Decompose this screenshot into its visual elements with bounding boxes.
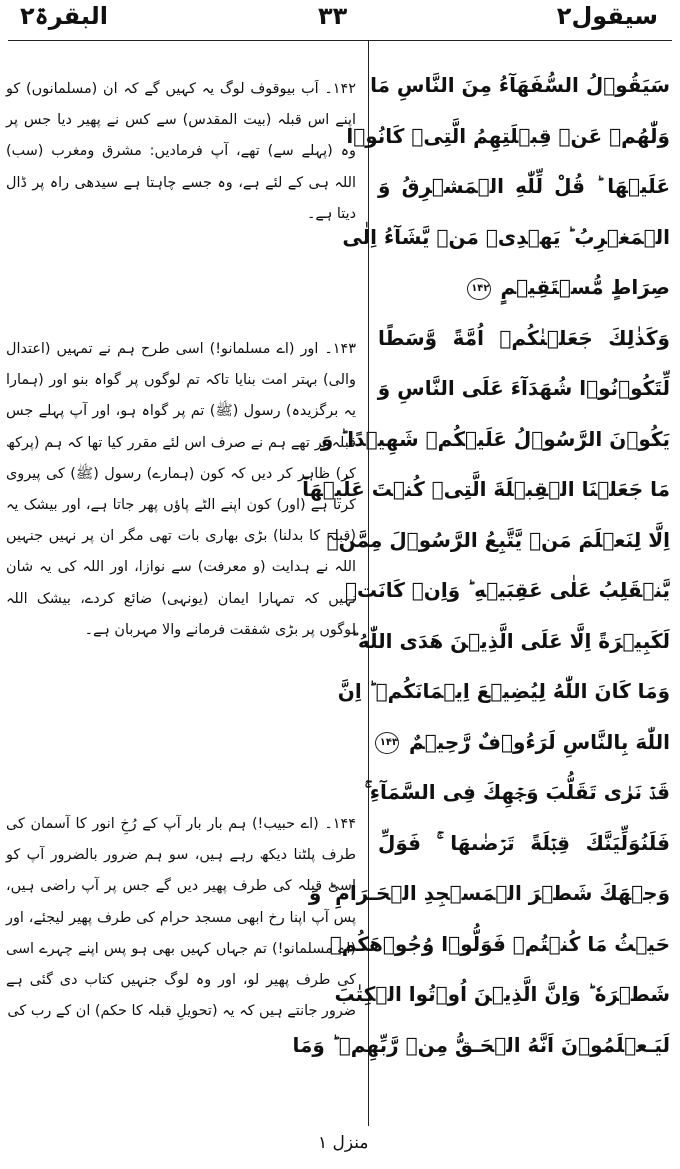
ayah-number-marker: ۱۴۲ (467, 278, 491, 300)
arabic-line: يَكُوۡنَ الرَّسُوۡلُ عَلَيۡكُمۡ شَهِيۡدًا ؕ وَ (320, 426, 670, 451)
translation-paragraph-142 (6, 74, 356, 230)
translation-paragraph-144 (6, 809, 356, 1027)
arabic-line: الۡمَغۡرِبُ ؕ يَهۡدِىۡ مَنۡ يَّشَآءُ اِلٰى (342, 224, 670, 249)
arabic-line: شَطۡرَهٗ ؕ وَاِنَّ الَّذِيۡنَ اُوۡتُوا الۡكِتٰبَ (334, 982, 670, 1006)
page-header (0, 0, 680, 44)
translation-text: ۱۴۴۔ (اے حبیب!) ہم بار بار آپ کے رُخِ انور کا آسمان کی طرف پلٹنا دیکھ رہے ہیں، سو ہم ضرور بالضرور آپ کو اسی قبلہ کی طرف پھیر دیں گے جس پر آپ راضی ہیں، پس آپ اپنا رخ ابھی مسجد حرام کی طرف پھیر لیجئے، اور (اے مسلمانو!) تم جہاں کہیں بھی ہو پس اپنے چہرے اسی کی طرف پھیر لو، اور وہ لوگ جنہیں کتاب دی گئی ہے ضرور جانتے ہیں کہ یہ (تحویلِ قبلہ کا حکم) ان کے رب کی (6, 816, 356, 1020)
translation-text: ۱۴۲۔ اَب بیوقوف لوگ یہ کہیں گے کہ ان (مسلمانوں) کو اپنے اس قبلہ (بیت المقدس) سے کس نے پھیر دیا جس پر وہ (پہلے سے) تھے، آپ فرمادیں: مشرق ومغرب (سب) اللہ ہی کے لئے ہے، وہ جسے چاہتا ہے سیدھی راہ پر ڈال دیتا ہے۔ (6, 81, 356, 222)
arabic-line: اِلَّا لِنَعۡلَمَ مَنۡ يَّتَّبِعُ الرَّسُوۡلَ مِمَّنۡ (326, 527, 670, 552)
arabic-line: لَيَـعۡلَمُوۡنَ اَنَّهُ الۡحَـقُّ مِنۡ رَّبِّهِمۡ ؕ وَمَا (292, 1032, 670, 1057)
arabic-line: وَلّٰهُمۡ عَنۡ قِبۡلَتِهِمُ الَّتِىۡ كَانُوۡا (346, 123, 670, 148)
ayah-number-marker: ۱۴۳ (375, 732, 399, 754)
manzil-label: منزل ۱ (318, 1133, 369, 1153)
header-rule (8, 40, 672, 41)
arabic-line: وَكَذٰلِكَ جَعَلۡنٰكُمۡ اُمَّةً وَّسَطًا (378, 325, 670, 350)
arabic-line: مَا جَعَلۡنَا الۡقِبۡلَةَ الَّتِىۡ كُنۡتَ عَلَيۡهَآ (302, 477, 670, 501)
arabic-line: لَكَبِيۡرَةً اِلَّا عَلَى الَّذِيۡنَ هَدَى اللّٰهُ ؕ (350, 628, 670, 653)
arabic-line: سَيَقُوۡلُ السُّفَهَآءُ مِنَ النَّاسِ مَا (370, 73, 670, 97)
arabic-line: حَيۡثُ مَا كُنۡتُمۡ فَوَلُّوۡا وُجُوۡهَكُمۡ (329, 931, 670, 956)
arabic-line-with-ayah-end (378, 262, 670, 313)
translation-text: ۱۴۳۔ اور (اے مسلمانو!) اسی طرح ہم نے تمہیں (اعتدال والی) بہتر امت بنایا تاکہ تم لوگوں پر گواہ بنو اور (ہمارا یہ برگزیدہ) رسول (ﷺ) تم پر گواہ ہو، اور آپ پہلے جس قبلہ پر تھے ہم نے صرف اس لئے مقرر کیا تھا کہ ہم (پرکھ کر) ظاہر کر دیں کہ کون (ہمارے) رسول (ﷺ) کی پیروی کرتا ہے (اور) کون اپنے الٹے پاؤں پھر جاتا ہے، اور بیشک یہ (قبلہ کا بدلنا) بڑی بھاری بات تھی مگر ان پر نہیں جنہیں اللہ نے ہدایت (و معرفت) سے نوازا، اور اللہ کی یہ شان نہیں کہ تمہارا ایمان (یونہی) ضائع کردے، بیشک اللہ لوگوں پر بڑی شفقت فرمانے والا مہربان ہے۔ (6, 341, 356, 638)
arabic-line: وَمَا كَانَ اللّٰهُ لِيُضِيۡعَ اِيۡمَانَكُمۡ ؕ اِنَّ (337, 679, 670, 703)
juz-title: سیقول۲ (556, 2, 658, 30)
page-number: ۳۳ (318, 2, 348, 30)
arabic-line: عَلَيۡهَا ؕ قُلْ لِّلّٰهِ الۡمَشۡرِقُ وَ (378, 174, 670, 198)
arabic-line-text: اللّٰهَ بِالنَّاسِ لَرَءُوۡفٌ رَّحِيۡمٌ (409, 729, 670, 754)
page-footer (0, 1133, 680, 1163)
arabic-line: لِّتَكُوۡنُوۡا شُهَدَآءَ عَلَى النَّاسِ وَ (377, 376, 670, 400)
arabic-line-with-ayah-end (378, 717, 670, 768)
arabic-line: يَّنۡقَلِبُ عَلٰى عَقِبَيۡهِ ؕ وَاِنۡ كَانَتۡ (345, 578, 670, 602)
translation-paragraph-143 (6, 334, 356, 646)
surah-title: البقرۃ۲ (20, 2, 108, 30)
arabic-line: وَجۡهَكَ شَطۡرَ الۡمَسۡجِدِ الۡحَـرَامِ ؕ وَ (308, 881, 670, 905)
arabic-line: قَدۡ نَرٰى تَقَلُّبَ وَجۡهِكَ فِى السَّمَآءِ ۚ (364, 780, 670, 804)
arabic-line: فَلَنُوَلِّيَنَّكَ قِبۡلَةً تَرۡضٰٮهَا ۚ فَوَلِّ (378, 830, 670, 855)
arabic-line-text: صِرَاطٍ مُّسۡتَقِيۡمٍ (500, 275, 670, 299)
arabic-text-column (292, 60, 670, 1070)
